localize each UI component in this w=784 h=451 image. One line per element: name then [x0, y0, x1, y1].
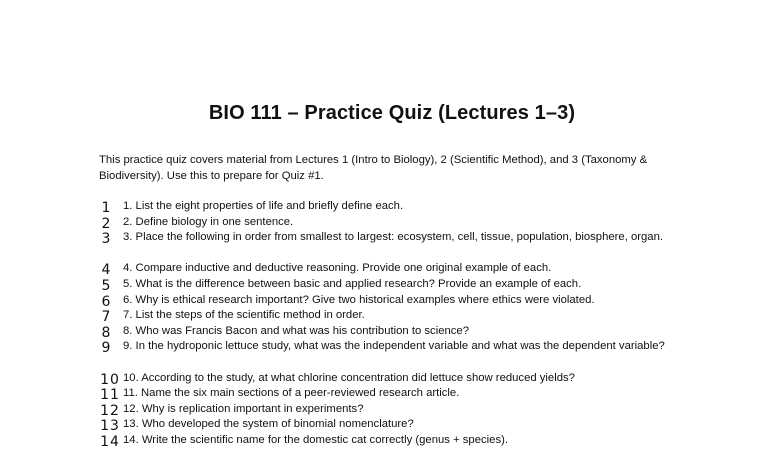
list-item — [0, 261, 784, 277]
margin-line-number: 6 — [101, 293, 111, 310]
list-item — [0, 293, 784, 309]
page-title: BIO 111 – Practice Quiz (Lectures 1–3) — [208, 102, 576, 124]
margin-line-number: 4 — [101, 262, 111, 279]
question-text: 14. Write the scientific name for the domestic cat correctly (genus + species). — [123, 433, 508, 446]
list-item — [0, 324, 784, 340]
margin-line-number: 11 — [100, 387, 120, 404]
question-text: 4. Compare inductive and deductive reasoning. Provide one original example of each. — [123, 262, 552, 275]
question-text: 11. Name the six main sections of a peer-reviewed research article. — [123, 387, 460, 400]
question-text: 9. In the hydroponic lettuce study, what was the independent variable and what was the dependent variable? — [123, 340, 665, 353]
question-text: 12. Why is replication important in experiments? — [123, 402, 364, 415]
list-item — [0, 230, 784, 261]
list-item — [0, 371, 784, 387]
question-text: 7. List the steps of the scientific method in order. — [123, 309, 365, 322]
margin-line-number: 10 — [100, 371, 120, 388]
margin-line-number: 13 — [100, 418, 120, 435]
question-text: 1. List the eight properties of life and briefly define each. — [123, 200, 404, 212]
list-item — [0, 402, 784, 418]
intro-paragraph: This practice quiz covers material from Lectures 1 (Intro to Biology), 2 (Scientific Method), and 3 (Taxonomy & Biodiversity). Use this to prepare for Quiz #1. — [99, 154, 648, 182]
question-text: 5. What is the difference between basic and applied research? Provide an example of each. — [123, 277, 582, 290]
question-text: 8. Who was Francis Bacon and what was his contribution to science? — [123, 324, 469, 337]
margin-line-number: 2 — [101, 215, 111, 232]
margin-line-number: 1 — [101, 200, 111, 216]
margin-line-number: 8 — [101, 324, 111, 341]
question-text: 10. According to the study, at what chlorine concentration did lettuce show reduced yields? — [123, 371, 575, 384]
margin-line-number: 14 — [100, 433, 120, 450]
question-text: 13. Who developed the system of binomial nomenclature? — [123, 418, 414, 431]
question-text: 3. Place the following in order from smallest to largest: ecosystem, cell, tissue, population, biosphere, organ. — [123, 231, 664, 244]
question-text: 6. Why is ethical research important? Give two historical examples where ethics were violated. — [123, 293, 595, 306]
question-text: 2. Define biology in one sentence. — [123, 215, 294, 228]
list-item — [0, 417, 784, 433]
question-list — [0, 199, 784, 449]
margin-line-number: 12 — [100, 402, 120, 419]
margin-line-number: 5 — [101, 277, 111, 294]
list-item — [0, 199, 784, 215]
list-item — [0, 433, 784, 449]
margin-line-number: 3 — [101, 231, 111, 248]
margin-line-number: 9 — [101, 340, 111, 357]
list-item — [0, 339, 784, 370]
list-item — [0, 277, 784, 293]
list-item — [0, 386, 784, 402]
list-item — [0, 308, 784, 324]
margin-line-number: 7 — [101, 309, 111, 326]
list-item — [0, 215, 784, 231]
